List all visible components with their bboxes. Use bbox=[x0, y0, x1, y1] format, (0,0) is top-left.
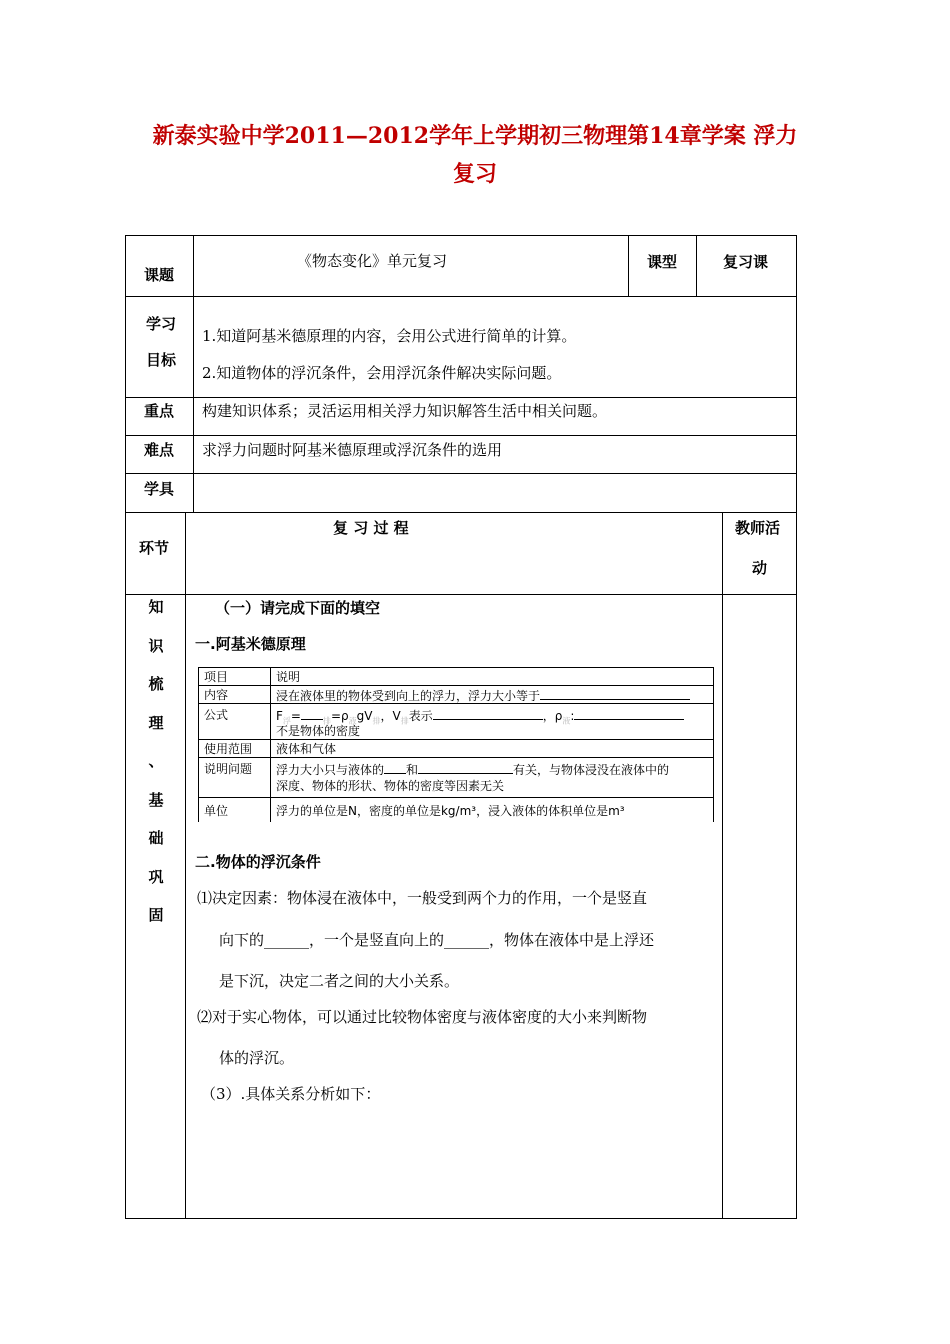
vertical-char: 基 bbox=[148, 790, 164, 809]
vertical-char: 梳 bbox=[148, 675, 164, 693]
issue-row-text: 浮力大小只与液体的 和 有关，与物体浸没在液体中的 bbox=[276, 763, 670, 777]
objectives-label-2: 目标 bbox=[146, 351, 177, 369]
vertical-char: 础 bbox=[148, 829, 164, 847]
issue-row-line2: 深度、物体的形状、物体的密度等因素无关 bbox=[276, 779, 505, 793]
objectives-label-1: 学习 bbox=[146, 315, 177, 333]
row-divider bbox=[125, 296, 797, 297]
paragraph-line: （3）.具体关系分析如下： bbox=[201, 1085, 381, 1103]
paragraph-line: ⑴决定因素：物体浸在液体中，一般受到两个力的作用，一个是竖直 bbox=[197, 889, 648, 907]
topic-value: 《物态变化》单元复习 bbox=[297, 252, 448, 270]
difficulty-value: 求浮力问题时阿基米德原理或浮沉条件的选用 bbox=[202, 441, 503, 459]
issue-row-label: 说明问题 bbox=[204, 762, 253, 776]
paragraph-line: 向下的______，一个是竖直向上的______，物体在液体中是上浮还 bbox=[219, 931, 655, 949]
vertical-char: 巩 bbox=[148, 867, 164, 886]
type-label: 课型 bbox=[647, 253, 678, 271]
col-divider bbox=[185, 512, 186, 1219]
section-vertical-label bbox=[146, 597, 166, 944]
teacher-label-2: 动 bbox=[752, 559, 768, 577]
col-desc-header: 说明 bbox=[276, 670, 301, 684]
row-divider bbox=[125, 397, 797, 398]
col-divider bbox=[722, 512, 723, 1219]
process-label: 复 习 过 程 bbox=[333, 519, 409, 537]
formula-row-line2: 不是物体的密度 bbox=[276, 724, 361, 738]
formula-row-text: $F_浮= _排=\rho_液gV_排$，$V_排$表示 ，$\rho_液$: bbox=[276, 707, 684, 729]
col-divider bbox=[193, 235, 194, 512]
objective-item: 1.知道阿基米德原理的内容，会用公式进行简单的计算。 bbox=[202, 327, 577, 345]
row-divider bbox=[125, 435, 797, 436]
scope-row-text: 液体和气体 bbox=[276, 742, 337, 756]
unit-row-text: 浮力的单位是N，密度的单位是kg/m³，浸入液体的体积单位是m³ bbox=[276, 804, 625, 818]
content-row-text: 浸在液体里的物体受到向上的浮力，浮力大小等于 bbox=[276, 687, 690, 704]
objective-item: 2.知道物体的浮沉条件，会用浮沉条件解决实际问题。 bbox=[202, 364, 562, 382]
formula-row-label: 公式 bbox=[204, 708, 229, 722]
difficulty-label: 难点 bbox=[144, 441, 175, 459]
topic-label: 课题 bbox=[144, 266, 175, 284]
section-label: 环节 bbox=[139, 539, 170, 557]
vertical-char: 固 bbox=[148, 906, 164, 924]
col-divider bbox=[696, 235, 697, 296]
teacher-label-1: 教师活 bbox=[735, 519, 781, 537]
vertical-char: 、 bbox=[148, 752, 164, 770]
vertical-char: 理 bbox=[148, 713, 164, 732]
main-heading: （一）请完成下面的填空 bbox=[215, 599, 381, 617]
content-row-label: 内容 bbox=[204, 688, 229, 702]
vertical-char: 知 bbox=[148, 598, 164, 616]
float-heading: 二.物体的浮沉条件 bbox=[195, 853, 321, 871]
paragraph-line: 是下沉，决定二者之间的大小关系。 bbox=[219, 972, 460, 990]
tools-label: 学具 bbox=[144, 480, 175, 498]
type-value: 复习课 bbox=[723, 253, 769, 271]
row-divider bbox=[125, 594, 797, 595]
paragraph-line: 体的浮沉。 bbox=[219, 1049, 295, 1067]
row-divider bbox=[125, 512, 797, 513]
key-label: 重点 bbox=[144, 402, 175, 420]
scope-row-label: 使用范围 bbox=[204, 742, 253, 756]
vertical-char: 识 bbox=[148, 636, 164, 655]
document-title-line1: 新泰实验中学2011—2012学年上学期初三物理第14章学案 浮力 bbox=[152, 123, 798, 149]
col-item-header: 项目 bbox=[204, 670, 229, 684]
col-divider bbox=[628, 235, 629, 296]
document-title-line2: 复习 bbox=[452, 161, 497, 187]
paragraph-line: ⑵对于实心物体，可以通过比较物体密度与液体密度的大小来判断物 bbox=[197, 1008, 648, 1026]
key-value: 构建知识体系；灵活运用相关浮力知识解答生活中相关问题。 bbox=[202, 402, 608, 420]
archimedes-heading: 一.阿基米德原理 bbox=[195, 635, 306, 653]
archimedes-table bbox=[198, 667, 714, 822]
row-divider bbox=[125, 473, 797, 474]
unit-row-label: 单位 bbox=[204, 804, 229, 818]
